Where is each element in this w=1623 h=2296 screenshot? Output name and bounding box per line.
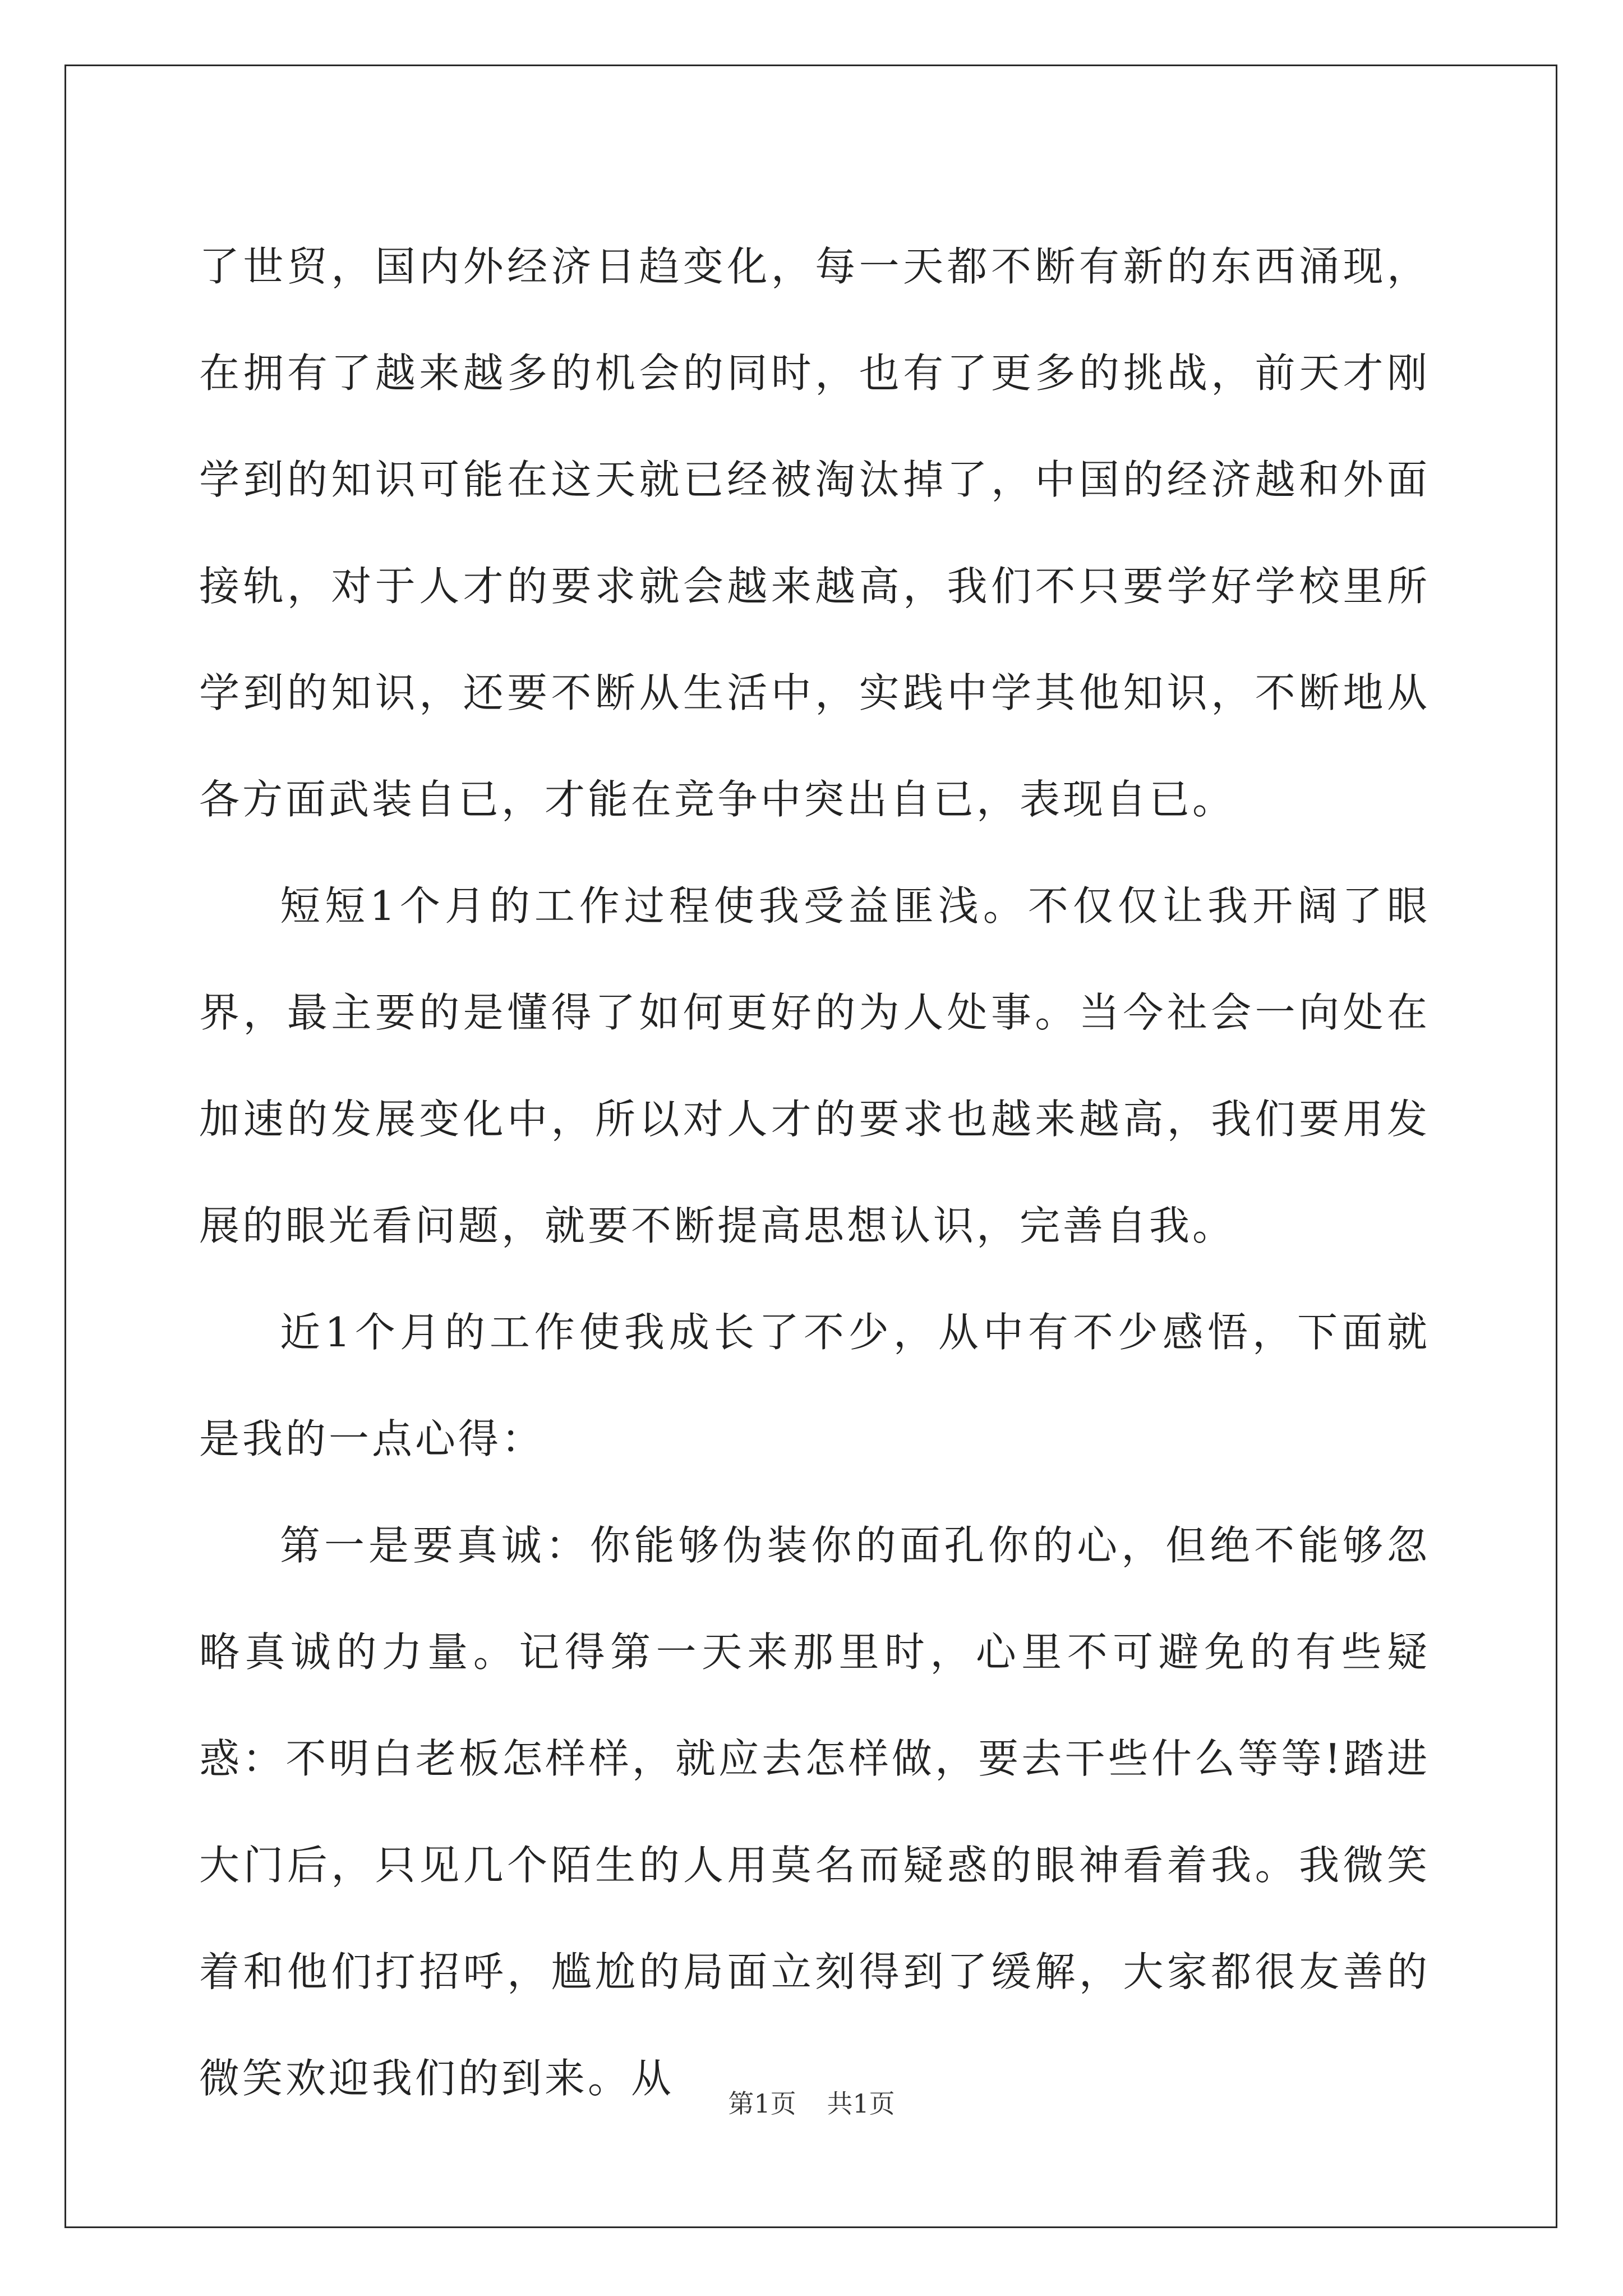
paragraph-2: 短短1个月的工作过程使我受益匪浅。不仅仅让我开阔了眼界，最主要的是懂得了如何更好的为人处事。当今社会一向处在加速的发展变化中，所以对人才的要求也越来越高，我们要用发展的眼光看问题，就要不断提高思想认识，完善自我。	[199, 882, 1430, 1249]
paragraph-1: 了世贸，国内外经济日趋变化，每一天都不断有新的东西涌现，在拥有了越来越多的机会的同时，也有了更多的挑战，前天才刚学到的知识可能在这天就已经被淘汰掉了，中国的经济越和外面接轨，对于人才的要求就会越来越高，我们不只要学好学校里所学到的知识，还要不断从生活中，实践中学其他知识，不断地从各方面武装自已，才能在竞争中突出自已，表现自已。	[199, 243, 1430, 823]
page-footer	[0, 2087, 1623, 2120]
page-number: 第1页	[728, 2088, 796, 2119]
paragraph-4: 第一是要真诚：你能够伪装你的面孔你的心，但绝不能够忽略真诚的力量。记得第一天来那里时，心里不可避免的有些疑惑：不明白老板怎样样，就应去怎样做，要去干些什么等等!踏进大门后，只见几个陌生的人用莫名而疑惑的眼神看着我。我微笑着和他们打招呼，尴尬的局面立刻得到了缓解，大家都很友善的微笑欢迎我们的到来。从	[199, 1522, 1430, 2102]
page-total: 共1页	[827, 2088, 895, 2119]
paragraph-3: 近1个月的工作使我成长了不少，从中有不少感悟，下面就是我的一点心得：	[199, 1309, 1430, 1462]
document-body	[199, 213, 1430, 2132]
